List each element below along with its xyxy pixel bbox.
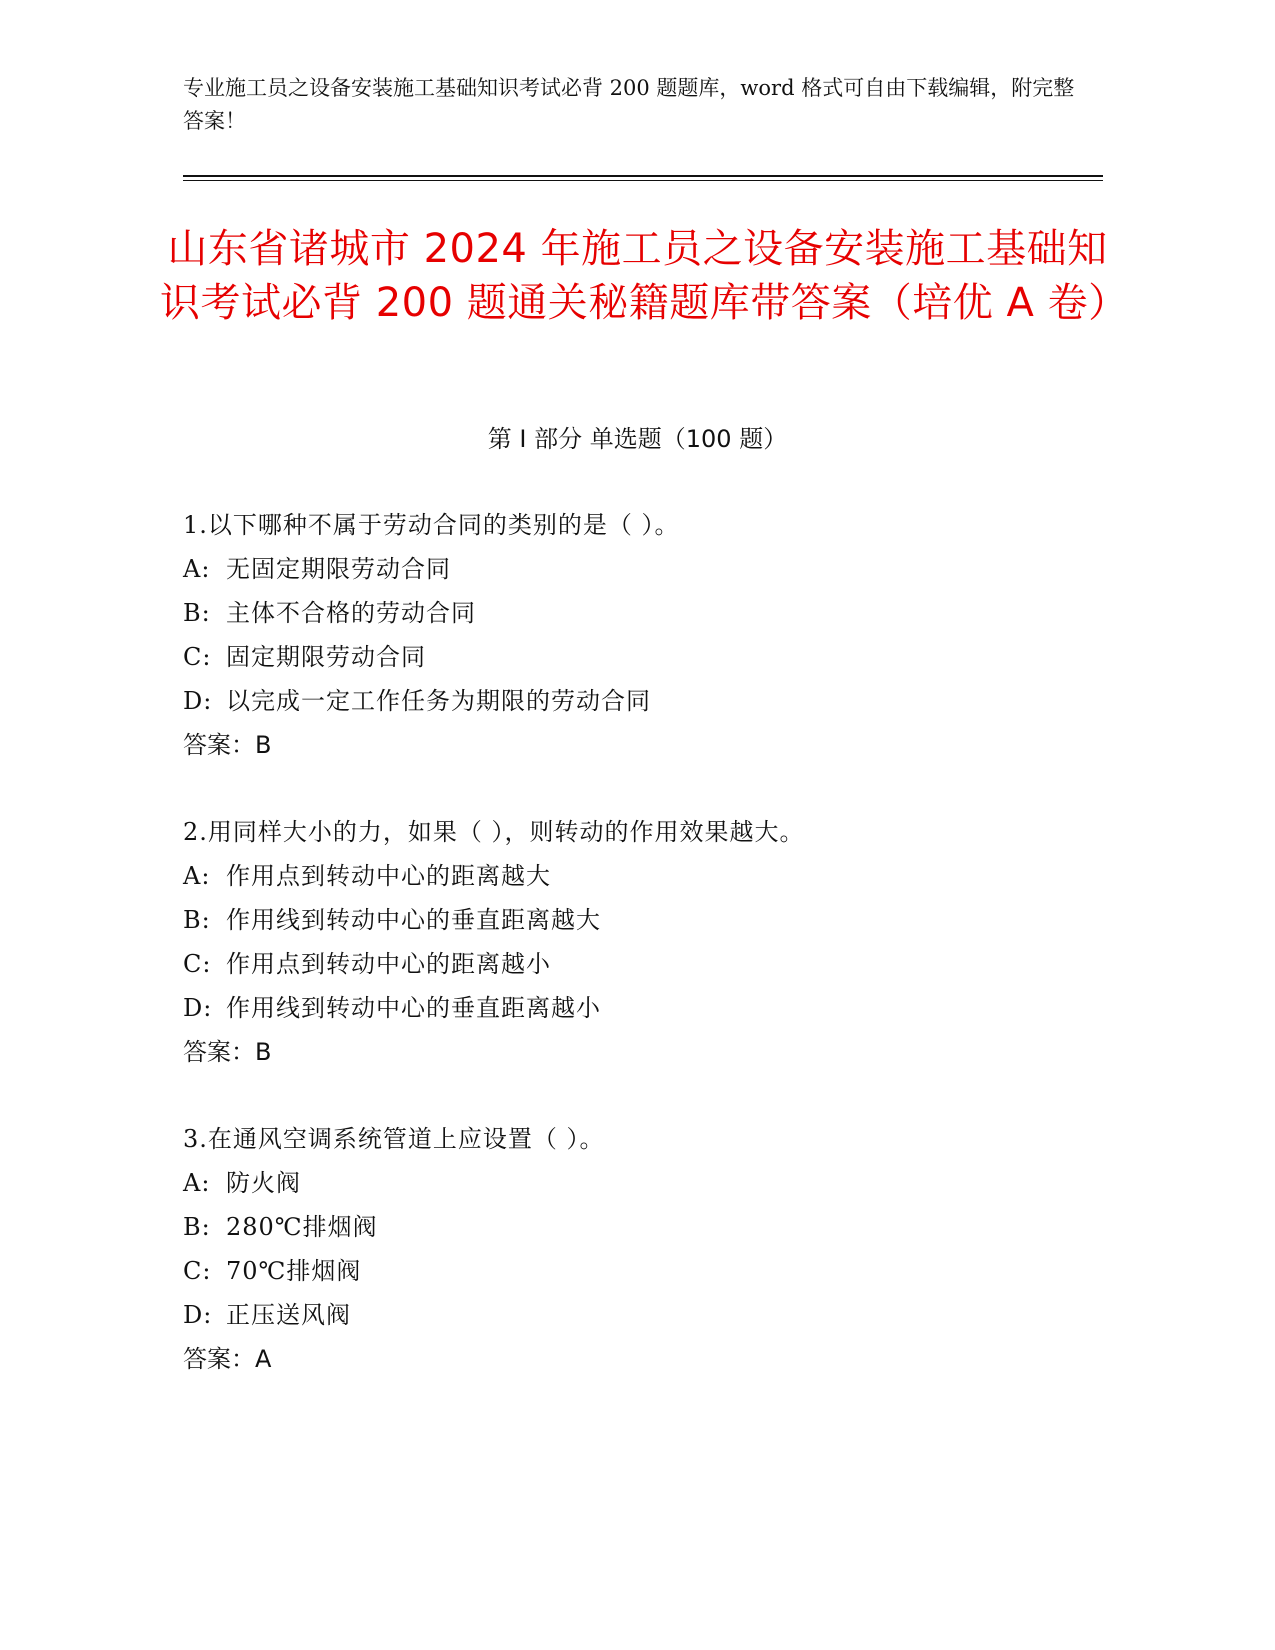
option-text: 无固定期限劳动合同 [226,555,451,583]
option-text: 主体不合格的劳动合同 [226,599,476,627]
option-text: 正压送风阀 [226,1301,351,1329]
section-title: 第 I 部分 单选题（100 题） [487,425,788,453]
answer-line: 答案：B [183,731,272,759]
option-letter: C: [183,1257,212,1285]
question-1 [183,503,1133,767]
option-text: 作用线到转动中心的垂直距离越大 [226,906,601,934]
option-letter: D: [183,687,213,715]
option-c [183,942,1133,986]
question-2 [183,810,1133,1074]
option-d [183,679,1133,723]
option-letter: C: [183,643,212,671]
option-text: 作用点到转动中心的距离越小 [226,950,551,978]
answer-line: 答案：A [183,1345,272,1373]
option-letter: D: [183,1301,213,1329]
option-letter: B: [183,906,211,934]
header-divider-thin [183,180,1103,181]
question-3 [183,1117,1133,1381]
question-stem: 3.在通风空调系统管道上应设置（ ）。 [183,1125,605,1153]
option-b [183,898,1133,942]
option-letter: C: [183,950,212,978]
option-text: 以完成一定工作任务为期限的劳动合同 [226,687,651,715]
option-letter: A: [183,862,211,890]
option-letter: A: [183,1169,211,1197]
option-letter: B: [183,599,211,627]
option-d [183,1293,1133,1337]
option-a [183,1161,1133,1205]
option-letter: D: [183,994,213,1022]
question-stem: 2.用同样大小的力，如果（ ），则转动的作用效果越大。 [183,818,805,846]
question-stem: 1.以下哪种不属于劳动合同的类别的是（ ）。 [183,511,680,539]
option-letter: A: [183,555,211,583]
option-c [183,635,1133,679]
option-text: 70℃排烟阀 [226,1257,362,1285]
answer-line: 答案：B [183,1038,272,1066]
header-divider-thick [183,175,1103,177]
option-a [183,547,1133,591]
option-b [183,591,1133,635]
option-b [183,1205,1133,1249]
header-note: 专业施工员之设备安装施工基础知识考试必背 200 题题库，word 格式可自由下载编辑，附完整答案！ [183,76,1075,133]
option-text: 固定期限劳动合同 [226,643,426,671]
option-text: 作用线到转动中心的垂直距离越小 [226,994,601,1022]
option-a [183,854,1133,898]
option-text: 作用点到转动中心的距离越大 [226,862,551,890]
option-d [183,986,1133,1030]
option-c [183,1249,1133,1293]
question-list [183,503,1133,1424]
option-letter: B: [183,1213,211,1241]
option-text: 280℃排烟阀 [226,1213,378,1241]
option-text: 防火阀 [226,1169,301,1197]
document-title: 山东省诸城市 2024 年施工员之设备安装施工基础知识考试必背 200 题通关秘籍题库带答案（培优 A 卷） [160,226,1129,326]
